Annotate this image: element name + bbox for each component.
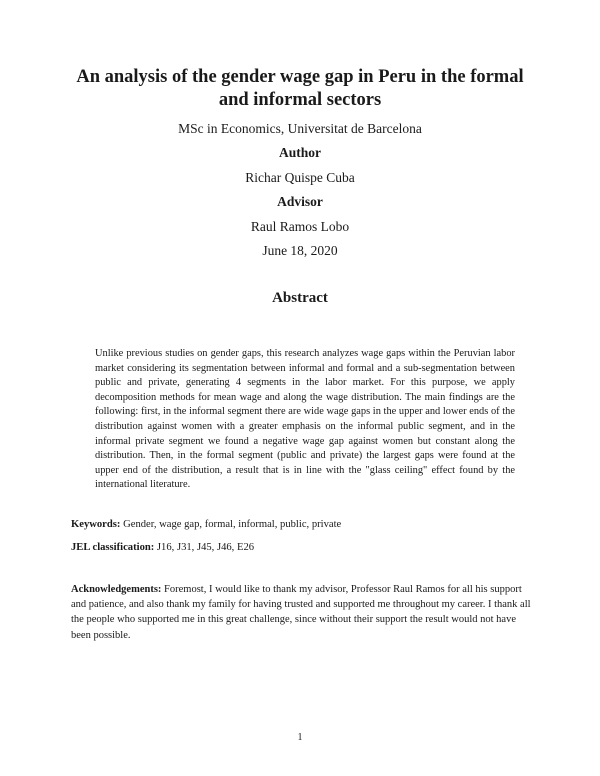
acknowledgements-paragraph — [71, 582, 533, 643]
program-affiliation: MSc in Economics, Universitat de Barcelona — [178, 121, 422, 136]
abstract-text: Unlike previous studies on gender gaps, this research analyzes wage gaps within the Peruvian labor market considering its segmentation between informal and formal and a sub-segmentation between public and private, generating 4 segments in the labor market. For this purpose, we apply decomposition methods for mean wage and along the wage distribution. The main findings are the following: first, in the informal segment there are wide wage gaps in the upper and lower ends of the distribution against women with a greater emphasis on the informal public segment, and in the informal private segment we found a negative wage gap against women but constant along the distribution. Then, in the formal segment (public and private) the largest gaps were found at the upper end of the distribution, a result that is in line with the "glass ceiling" effect found by the international literature. — [95, 348, 515, 491]
keywords-label: Keywords: — [71, 519, 121, 530]
jel-label: JEL classification: — [71, 542, 155, 553]
acknowledgements-text: Foremost, I would like to thank my advisor, Professor Raul Ramos for all his support and patience, and also thank my family for having trusted and supported me throughout my career. I thank all the people who supported me in this great challenge, since without their support the result would not have been possible. — [71, 584, 531, 641]
jel-classification-line — [71, 542, 541, 553]
advisor-label: Advisor — [277, 194, 323, 209]
abstract-heading: Abstract — [272, 290, 328, 306]
acknowledgements-label: Acknowledgements: — [71, 584, 162, 595]
advisor-name: Raul Ramos Lobo — [250, 219, 350, 234]
paper-title: An analysis of the gender wage gap in Peru in the formal and informal sectors — [76, 67, 524, 110]
page-number: 1 — [297, 732, 303, 743]
keywords-text: Gender, wage gap, formal, informal, public, private — [120, 519, 342, 530]
jel-codes: J16, J31, J45, J46, E26 — [154, 542, 255, 553]
publication-date: June 18, 2020 — [262, 243, 338, 258]
keywords-line — [71, 519, 541, 530]
author-name: Richar Quispe Cuba — [245, 170, 355, 185]
author-label: Author — [278, 145, 321, 160]
